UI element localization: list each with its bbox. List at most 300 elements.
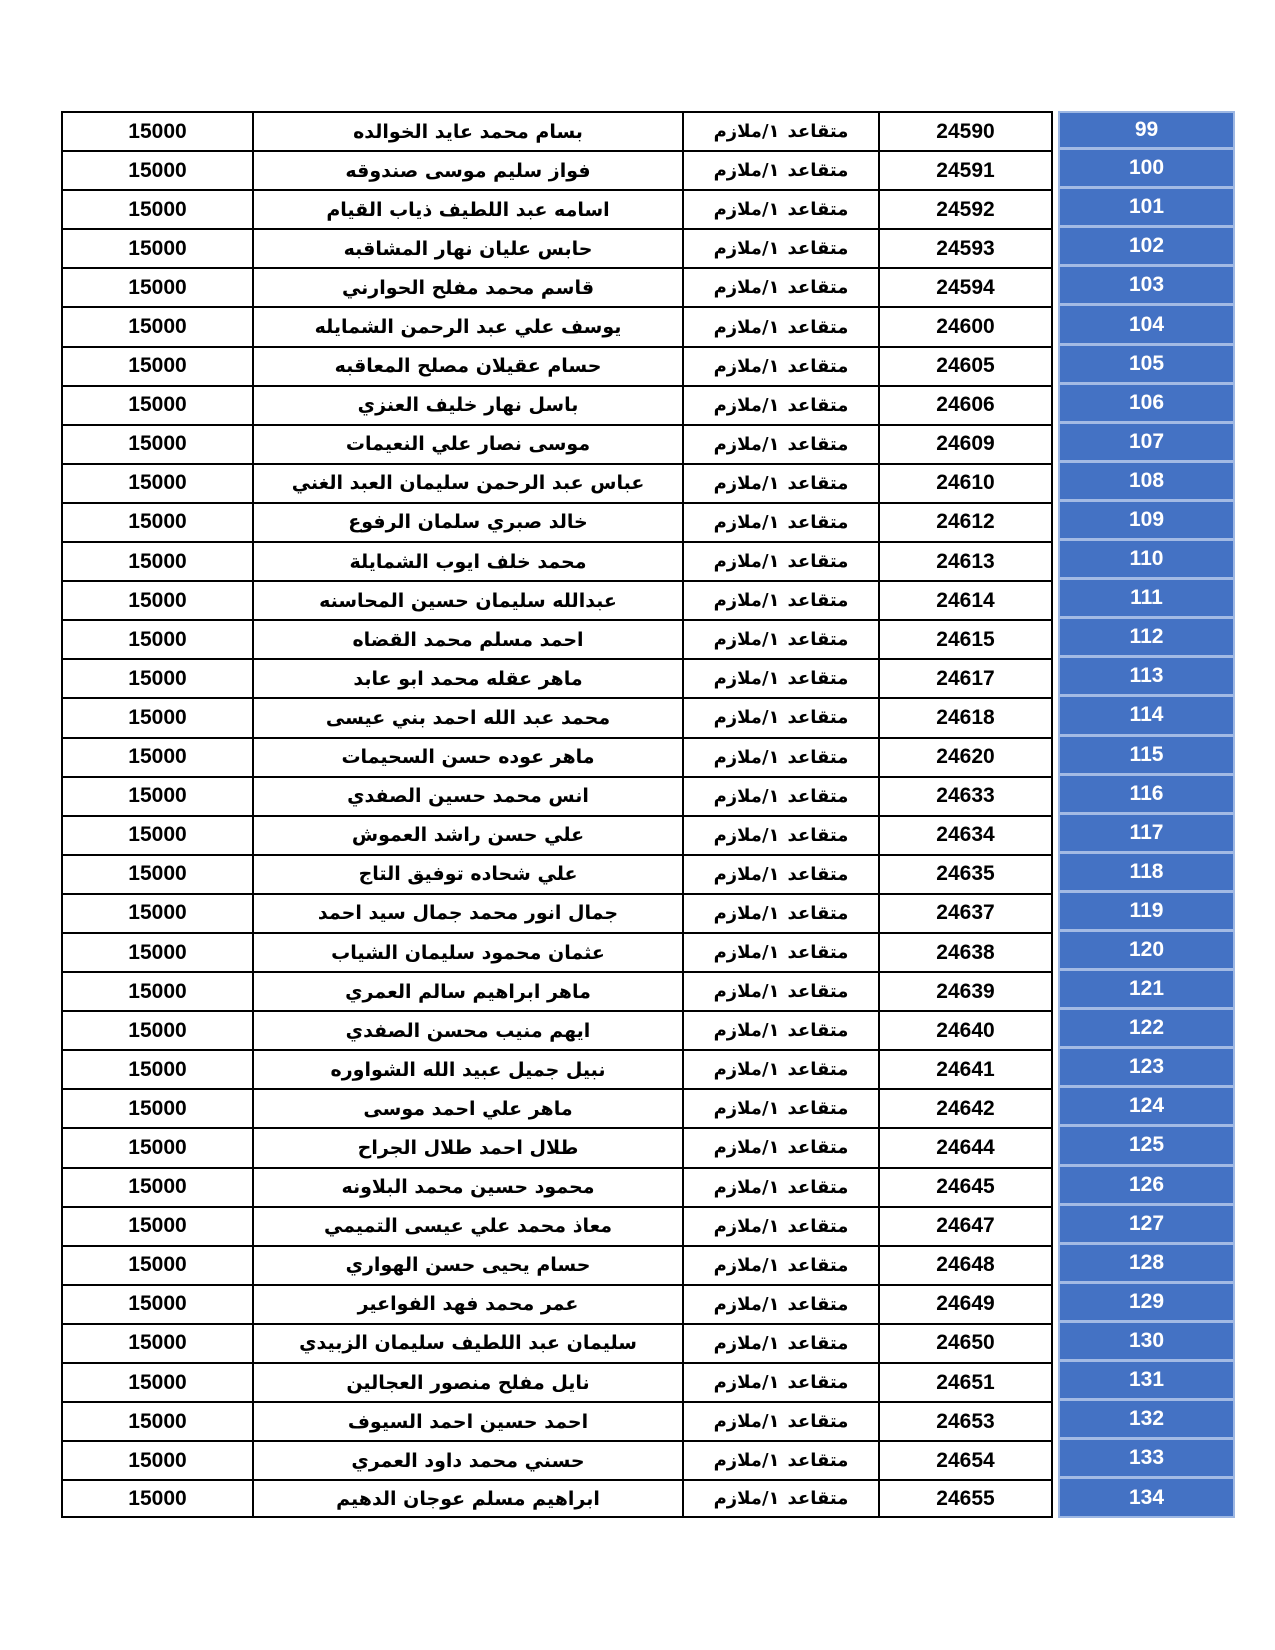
id-cell: 24648 (878, 1245, 1053, 1284)
id-cell: 24592 (878, 189, 1053, 228)
rank-word: ملازم (713, 1293, 762, 1315)
table-row (61, 971, 1235, 1010)
rank-word: ملازم (713, 1450, 762, 1472)
table-row (61, 1167, 1235, 1206)
table-row (61, 580, 1235, 619)
rank-cell (682, 737, 878, 776)
table-row (61, 854, 1235, 893)
amount-cell: 15000 (61, 932, 252, 971)
row-number-cell: 112 (1058, 619, 1235, 658)
row-number-cell: 126 (1058, 1167, 1235, 1206)
table-row (61, 1049, 1235, 1088)
amount-cell: 15000 (61, 1245, 252, 1284)
rank-number: /١ (761, 668, 780, 690)
id-cell: 24639 (878, 971, 1053, 1010)
rank-word: ملازم (713, 1372, 762, 1394)
rank-word: ملازم (713, 1137, 762, 1159)
amount-cell: 15000 (61, 189, 252, 228)
rank-word: ملازم (713, 355, 762, 377)
rank-word-retired: متقاعد (787, 1293, 849, 1315)
amount-cell: 15000 (61, 1010, 252, 1049)
rank-number: /١ (761, 199, 780, 221)
table-row (61, 1010, 1235, 1049)
id-cell: 24647 (878, 1206, 1053, 1245)
table-row (61, 1362, 1235, 1401)
rank-cell (682, 1245, 878, 1284)
name-cell: باسل نهار خليف العنزي (252, 385, 682, 424)
name-cell: طلال احمد طلال الجراح (252, 1127, 682, 1166)
name-cell: ماهر عقله محمد ابو عابد (252, 658, 682, 697)
table-row (61, 502, 1235, 541)
rank-word: ملازم (713, 863, 762, 885)
rank-number: /١ (761, 433, 780, 455)
rank-word-retired: متقاعد (787, 355, 849, 377)
rank-word-retired: متقاعد (787, 1137, 849, 1159)
rank-number: /١ (761, 1176, 780, 1198)
rank-cell (682, 893, 878, 932)
name-cell: عبدالله سليمان حسين المحاسنه (252, 580, 682, 619)
table-row (61, 1440, 1235, 1479)
id-cell: 24650 (878, 1323, 1053, 1362)
id-cell: 24644 (878, 1127, 1053, 1166)
table-row (61, 1479, 1235, 1518)
rank-number: /١ (761, 1137, 780, 1159)
rank-number: /١ (761, 746, 780, 768)
rank-cell (682, 189, 878, 228)
row-number-cell: 119 (1058, 893, 1235, 932)
id-cell: 24634 (878, 815, 1053, 854)
name-cell: اسامه عبد اللطيف ذياب القيام (252, 189, 682, 228)
row-number-cell: 120 (1058, 932, 1235, 971)
name-cell: حابس عليان نهار المشاقبه (252, 228, 682, 267)
rank-word: ملازم (713, 277, 762, 299)
name-cell: ايهم منيب محسن الصفدي (252, 1010, 682, 1049)
rank-word-retired: متقاعد (787, 1254, 849, 1276)
id-cell: 24594 (878, 267, 1053, 306)
id-cell: 24641 (878, 1049, 1053, 1088)
rank-cell (682, 1323, 878, 1362)
rank-cell (682, 1362, 878, 1401)
amount-cell: 15000 (61, 658, 252, 697)
table-row (61, 1284, 1235, 1323)
amount-cell: 15000 (61, 385, 252, 424)
id-cell: 24651 (878, 1362, 1053, 1401)
row-number-cell: 129 (1058, 1284, 1235, 1323)
row-number-cell: 125 (1058, 1127, 1235, 1166)
rank-word-retired: متقاعد (787, 1098, 849, 1120)
row-number-cell: 133 (1058, 1440, 1235, 1479)
amount-cell: 15000 (61, 1401, 252, 1440)
rank-word-retired: متقاعد (787, 668, 849, 690)
name-cell: سليمان عبد اللطيف سليمان الزبيدي (252, 1323, 682, 1362)
rank-cell (682, 267, 878, 306)
rank-word-retired: متقاعد (787, 277, 849, 299)
amount-cell: 15000 (61, 580, 252, 619)
row-number-cell: 103 (1058, 267, 1235, 306)
id-cell: 24612 (878, 502, 1053, 541)
rank-cell (682, 971, 878, 1010)
amount-cell: 15000 (61, 1362, 252, 1401)
name-cell: جمال انور محمد جمال سيد احمد (252, 893, 682, 932)
rank-word: ملازم (713, 1411, 762, 1433)
table-row (61, 776, 1235, 815)
name-cell: ماهر عوده حسن السحيمات (252, 737, 682, 776)
name-cell: فواز سليم موسى صندوقه (252, 150, 682, 189)
id-cell: 24617 (878, 658, 1053, 697)
table-row (61, 1323, 1235, 1362)
row-number-cell: 116 (1058, 776, 1235, 815)
row-number-cell: 113 (1058, 658, 1235, 697)
name-cell: احمد مسلم محمد القضاه (252, 619, 682, 658)
rank-number: /١ (761, 472, 780, 494)
table-row (61, 424, 1235, 463)
row-number-cell: 114 (1058, 697, 1235, 736)
row-number-cell: 117 (1058, 815, 1235, 854)
rank-number: /١ (761, 1372, 780, 1394)
name-cell: علي شحاده توفيق التاج (252, 854, 682, 893)
rank-word: ملازم (713, 121, 762, 143)
amount-cell: 15000 (61, 815, 252, 854)
rank-number: /١ (761, 1059, 780, 1081)
name-cell: انس محمد حسين الصفدي (252, 776, 682, 815)
rank-word: ملازم (713, 394, 762, 416)
rank-word-retired: متقاعد (787, 1176, 849, 1198)
rank-cell (682, 1479, 878, 1518)
name-cell: بسام محمد عايد الخوالده (252, 111, 682, 150)
table-row (61, 1401, 1235, 1440)
rank-number: /١ (761, 1488, 780, 1510)
rank-word-retired: متقاعد (787, 160, 849, 182)
rank-word-retired: متقاعد (787, 1020, 849, 1042)
table-row (61, 228, 1235, 267)
table-row (61, 697, 1235, 736)
table-row (61, 815, 1235, 854)
rank-cell (682, 1440, 878, 1479)
rank-number: /١ (761, 1098, 780, 1120)
pension-table (61, 111, 1235, 1518)
rank-word: ملازم (713, 511, 762, 533)
rank-word-retired: متقاعد (787, 942, 849, 964)
table-row (61, 1088, 1235, 1127)
rank-number: /١ (761, 785, 780, 807)
id-cell: 24655 (878, 1479, 1053, 1518)
table-row (61, 1245, 1235, 1284)
rank-cell (682, 1401, 878, 1440)
rank-word-retired: متقاعد (787, 394, 849, 416)
rank-cell (682, 697, 878, 736)
table-row (61, 463, 1235, 502)
rank-number: /١ (761, 1411, 780, 1433)
rank-number: /١ (761, 629, 780, 651)
name-cell: ابراهيم مسلم عوجان الدهيم (252, 1479, 682, 1518)
rank-word-retired: متقاعد (787, 1411, 849, 1433)
rank-cell (682, 424, 878, 463)
rank-cell (682, 619, 878, 658)
rank-word-retired: متقاعد (787, 238, 849, 260)
amount-cell: 15000 (61, 228, 252, 267)
id-cell: 24591 (878, 150, 1053, 189)
rank-number: /١ (761, 1332, 780, 1354)
amount-cell: 15000 (61, 1479, 252, 1518)
rank-word: ملازم (713, 1098, 762, 1120)
row-number-cell: 108 (1058, 463, 1235, 502)
rank-number: /١ (761, 824, 780, 846)
row-number-cell: 123 (1058, 1049, 1235, 1088)
name-cell: يوسف علي عبد الرحمن الشمايله (252, 306, 682, 345)
rank-cell (682, 541, 878, 580)
amount-cell: 15000 (61, 541, 252, 580)
rank-cell (682, 1088, 878, 1127)
rank-word-retired: متقاعد (787, 785, 849, 807)
rank-word-retired: متقاعد (787, 121, 849, 143)
rank-cell (682, 1049, 878, 1088)
table-row (61, 150, 1235, 189)
id-cell: 24633 (878, 776, 1053, 815)
id-cell: 24637 (878, 893, 1053, 932)
rank-word: ملازم (713, 160, 762, 182)
rank-word-retired: متقاعد (787, 707, 849, 729)
id-cell: 24620 (878, 737, 1053, 776)
rank-word-retired: متقاعد (787, 1215, 849, 1237)
rank-word-retired: متقاعد (787, 863, 849, 885)
name-cell: خالد صبري سلمان الرفوع (252, 502, 682, 541)
name-cell: احمد حسين احمد السيوف (252, 1401, 682, 1440)
row-number-cell: 122 (1058, 1010, 1235, 1049)
amount-cell: 15000 (61, 424, 252, 463)
amount-cell: 15000 (61, 463, 252, 502)
amount-cell: 15000 (61, 1284, 252, 1323)
rank-word-retired: متقاعد (787, 629, 849, 651)
table-row (61, 932, 1235, 971)
name-cell: عمر محمد فهد الفواعير (252, 1284, 682, 1323)
rank-cell (682, 385, 878, 424)
rank-word: ملازم (713, 1215, 762, 1237)
rank-word-retired: متقاعد (787, 551, 849, 573)
rank-cell (682, 1167, 878, 1206)
amount-cell: 15000 (61, 1440, 252, 1479)
amount-cell: 15000 (61, 776, 252, 815)
table-row (61, 111, 1235, 150)
id-cell: 24640 (878, 1010, 1053, 1049)
name-cell: حسام يحيى حسن الهواري (252, 1245, 682, 1284)
row-number-cell: 100 (1058, 150, 1235, 189)
rank-number: /١ (761, 238, 780, 260)
rank-word: ملازم (713, 1176, 762, 1198)
row-number-cell: 101 (1058, 189, 1235, 228)
rank-cell (682, 1127, 878, 1166)
id-cell: 24645 (878, 1167, 1053, 1206)
rank-word: ملازم (713, 1488, 762, 1510)
rank-number: /١ (761, 590, 780, 612)
amount-cell: 15000 (61, 502, 252, 541)
rank-word-retired: متقاعد (787, 902, 849, 924)
name-cell: نبيل جميل عبيد الله الشواوره (252, 1049, 682, 1088)
rank-word-retired: متقاعد (787, 316, 849, 338)
name-cell: نايل مفلح منصور العجالين (252, 1362, 682, 1401)
rank-number: /١ (761, 160, 780, 182)
id-cell: 24654 (878, 1440, 1053, 1479)
table-row (61, 541, 1235, 580)
rank-number: /١ (761, 863, 780, 885)
amount-cell: 15000 (61, 697, 252, 736)
table-row (61, 346, 1235, 385)
rank-cell (682, 306, 878, 345)
rank-word: ملازم (713, 707, 762, 729)
rank-number: /١ (761, 511, 780, 533)
amount-cell: 15000 (61, 854, 252, 893)
rank-word: ملازم (713, 551, 762, 573)
table-row (61, 737, 1235, 776)
rank-word-retired: متقاعد (787, 433, 849, 455)
amount-cell: 15000 (61, 1323, 252, 1362)
amount-cell: 15000 (61, 1049, 252, 1088)
table-row (61, 306, 1235, 345)
row-number-cell: 134 (1058, 1479, 1235, 1518)
id-cell: 24600 (878, 306, 1053, 345)
rank-cell (682, 854, 878, 893)
rank-number: /١ (761, 316, 780, 338)
rank-word: ملازم (713, 238, 762, 260)
id-cell: 24610 (878, 463, 1053, 502)
amount-cell: 15000 (61, 150, 252, 189)
row-number-cell: 104 (1058, 306, 1235, 345)
rank-word: ملازم (713, 824, 762, 846)
table-row (61, 658, 1235, 697)
amount-cell: 15000 (61, 1088, 252, 1127)
row-number-cell: 107 (1058, 424, 1235, 463)
rank-word: ملازم (713, 472, 762, 494)
rank-cell (682, 463, 878, 502)
rank-number: /١ (761, 1215, 780, 1237)
rank-word-retired: متقاعد (787, 746, 849, 768)
rank-word-retired: متقاعد (787, 590, 849, 612)
row-number-cell: 111 (1058, 580, 1235, 619)
rank-number: /١ (761, 981, 780, 1003)
rank-number: /١ (761, 707, 780, 729)
id-cell: 24606 (878, 385, 1053, 424)
name-cell: ماهر علي احمد موسى (252, 1088, 682, 1127)
rank-number: /١ (761, 902, 780, 924)
rank-cell (682, 346, 878, 385)
id-cell: 24653 (878, 1401, 1053, 1440)
rank-word-retired: متقاعد (787, 1372, 849, 1394)
rank-word: ملازم (713, 668, 762, 690)
amount-cell: 15000 (61, 1167, 252, 1206)
amount-cell: 15000 (61, 111, 252, 150)
rank-word: ملازم (713, 1332, 762, 1354)
rank-cell (682, 815, 878, 854)
amount-cell: 15000 (61, 737, 252, 776)
table-row (61, 1206, 1235, 1245)
name-cell: ماهر ابراهيم سالم العمري (252, 971, 682, 1010)
rank-word: ملازم (713, 902, 762, 924)
row-number-cell: 110 (1058, 541, 1235, 580)
name-cell: حسام عقيلان مصلح المعاقبه (252, 346, 682, 385)
row-number-cell: 124 (1058, 1088, 1235, 1127)
name-cell: حسني محمد داود العمري (252, 1440, 682, 1479)
amount-cell: 15000 (61, 893, 252, 932)
name-cell: موسى نصار علي النعيمات (252, 424, 682, 463)
rank-cell (682, 111, 878, 150)
id-cell: 24609 (878, 424, 1053, 463)
rank-number: /١ (761, 1254, 780, 1276)
rank-word: ملازم (713, 590, 762, 612)
rank-word: ملازم (713, 981, 762, 1003)
row-number-cell: 118 (1058, 854, 1235, 893)
name-cell: محمد عبد الله احمد بني عيسى (252, 697, 682, 736)
rank-cell (682, 776, 878, 815)
amount-cell: 15000 (61, 267, 252, 306)
rank-word: ملازم (713, 942, 762, 964)
rank-cell (682, 502, 878, 541)
rank-word: ملازم (713, 1059, 762, 1081)
rank-number: /١ (761, 551, 780, 573)
rank-word: ملازم (713, 785, 762, 807)
row-number-cell: 131 (1058, 1362, 1235, 1401)
amount-cell: 15000 (61, 1127, 252, 1166)
amount-cell: 15000 (61, 346, 252, 385)
name-cell: معاذ محمد علي عيسى التميمي (252, 1206, 682, 1245)
rank-number: /١ (761, 355, 780, 377)
rank-number: /١ (761, 394, 780, 416)
row-number-cell: 105 (1058, 346, 1235, 385)
rank-word-retired: متقاعد (787, 511, 849, 533)
rank-cell (682, 580, 878, 619)
rank-cell (682, 228, 878, 267)
row-number-cell: 127 (1058, 1206, 1235, 1245)
rank-number: /١ (761, 121, 780, 143)
id-cell: 24614 (878, 580, 1053, 619)
rank-cell (682, 932, 878, 971)
table-row (61, 893, 1235, 932)
rank-cell (682, 1284, 878, 1323)
table-row (61, 619, 1235, 658)
row-number-cell: 128 (1058, 1245, 1235, 1284)
rank-word: ملازم (713, 1254, 762, 1276)
rank-word: ملازم (713, 316, 762, 338)
row-number-cell: 106 (1058, 385, 1235, 424)
name-cell: محمد خلف ايوب الشمايلة (252, 541, 682, 580)
rank-word: ملازم (713, 746, 762, 768)
rank-cell (682, 658, 878, 697)
id-cell: 24649 (878, 1284, 1053, 1323)
rank-cell (682, 1010, 878, 1049)
table-row (61, 189, 1235, 228)
rank-cell (682, 150, 878, 189)
name-cell: علي حسن راشد العموش (252, 815, 682, 854)
row-number-cell: 121 (1058, 971, 1235, 1010)
rank-word: ملازم (713, 629, 762, 651)
name-cell: عثمان محمود سليمان الشياب (252, 932, 682, 971)
amount-cell: 15000 (61, 971, 252, 1010)
row-number-cell: 132 (1058, 1401, 1235, 1440)
row-number-cell: 109 (1058, 502, 1235, 541)
amount-cell: 15000 (61, 619, 252, 658)
table-row (61, 267, 1235, 306)
id-cell: 24613 (878, 541, 1053, 580)
id-cell: 24642 (878, 1088, 1053, 1127)
rank-number: /١ (761, 1450, 780, 1472)
rank-number: /١ (761, 942, 780, 964)
id-cell: 24590 (878, 111, 1053, 150)
row-number-cell: 102 (1058, 228, 1235, 267)
row-number-cell: 115 (1058, 737, 1235, 776)
rank-word-retired: متقاعد (787, 824, 849, 846)
table-row (61, 1127, 1235, 1166)
id-cell: 24638 (878, 932, 1053, 971)
amount-cell: 15000 (61, 1206, 252, 1245)
rank-word-retired: متقاعد (787, 1488, 849, 1510)
